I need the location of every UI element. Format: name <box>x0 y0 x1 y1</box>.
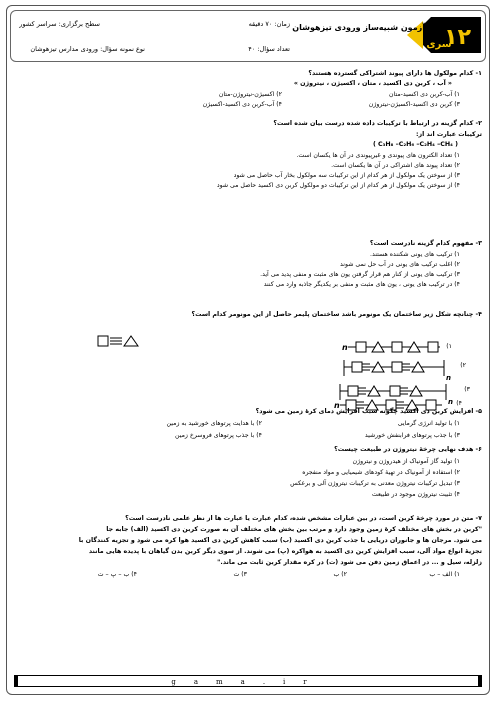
q7-stem: ۷- متن در مورد چرخۀ کربن است، در بین عبارات مشخص شده، کدام عبارت یا عبارت ها از نظر علمی نادرست است؟ <box>125 515 482 522</box>
exam-header <box>10 10 486 62</box>
svg-text:n: n <box>448 398 453 406</box>
series-label: سری <box>426 39 452 50</box>
q1-stem: ۱- کدام مولکول ها دارای پیوند اشتراکی گسترده هستند؟ <box>308 70 482 77</box>
q6-option-3[interactable]: ۳) تبدیل ترکیبات نیتروژن معدنی به ترکیبات نیتروژن آلی و برعکس <box>290 480 460 487</box>
q3-stem: ۳- مفهوم کدام گزینه نادرست است؟ <box>369 240 482 247</box>
time-label: زمان: ۷۰ دقیقه <box>248 20 290 28</box>
q5-stem: ۵- افزایش کربن دی اکسید چگونه سبب افزایش دمای کرۀ زمین می شود؟ <box>255 408 482 415</box>
q7-option-1[interactable]: ۱) الف – ب <box>429 571 460 578</box>
q1-option-3[interactable]: ۳) کربن دی اکسید-اکسیژن-نیتروژن <box>368 101 460 108</box>
q2-option-2[interactable]: ۲) تعداد پیوند های اشتراکی در آن ها یکسان است. <box>331 162 460 169</box>
q3-option-3[interactable]: ۳) ترکیب های یونی از کنار هم قرار گرفتن یون های مثبت و منفی پدید می آید. <box>260 271 460 278</box>
q2-option-4[interactable]: ۴) از سوختن یک مولکول از هر کدام از این ترکیبات دو مولکول کربن دی اکسید حاصل می شود <box>216 182 460 189</box>
type-label: نوع نمونه سؤال: ورودی مدارس تیزهوشان <box>30 45 145 53</box>
exam-title: آزمون شبیه‌ساز ورودی تیزهوشان <box>292 23 425 32</box>
footer-bar <box>14 675 482 687</box>
q4-polymer-2[interactable] <box>340 358 456 382</box>
svg-text:n: n <box>342 343 348 352</box>
footer-site[interactable]: gama.ir <box>171 678 325 686</box>
q3-option-4[interactable]: ۴) در ترکیب های یونی ، یون های مثبت و منفی بر یکدیگر جاذبه وارد می کنند <box>263 281 460 288</box>
q4-option-3[interactable]: ۳) <box>464 386 470 393</box>
q7-option-3[interactable]: ۳) ت <box>233 571 247 578</box>
q6-stem: ۶- هدف نهایی چرخۀ نیتروژن در طبیعت چیست؟ <box>334 446 482 453</box>
svg-text:n: n <box>334 401 340 410</box>
q3-option-1[interactable]: ۱) ترکیب های یونی شکننده هستند. <box>370 251 460 258</box>
q7-option-4[interactable]: ۴) ب – پ – ت <box>97 571 137 578</box>
q7-passage-line-3: تجزیۀ انواع مواد آلی، سبب افزایش کربن دی اکسید به هواکره (پ) می شوند. از سوی دیگر کربن بدن گیاهان با پدیده هایی مانند <box>88 548 482 555</box>
q5-option-1[interactable]: ۱) با تولید انرژی گرمایی <box>397 420 460 427</box>
series-number: ۱۲ <box>444 25 471 50</box>
q4-polymer-1[interactable] <box>336 338 446 356</box>
level-label: سطح برگزاری: سراسر کشور <box>19 20 100 28</box>
q2-formula: ( C₃H₈ –C₂H₆ –C₂H₄ –CH₄ ) <box>372 141 458 148</box>
q5-option-2[interactable]: ۲) با هدایت پرتوهای خورشید به زمین <box>166 420 262 427</box>
q4-option-2[interactable]: ۲) <box>460 362 466 369</box>
q2-option-3[interactable]: ۳) از سوختن یک مولکول از هر کدام از این ترکیبات سه مولکول بخار آب حاصل می شود <box>233 172 460 179</box>
q4-option-4[interactable]: ۴) <box>456 400 462 407</box>
series-badge <box>401 15 481 55</box>
q7-passage-line-1: "کربن در بخش های مختلف کرۀ زمین وجود دارد و مرتب بین بخش های مختلف آن به صورت کربن دی اکسید (الف) جابه جا <box>106 526 482 533</box>
q4-stem: ۴- چنانچه شکل زیر ساختمان یک مونومر باشد ساختمان پلیمر حاصل از این مونومر کدام است؟ <box>191 311 482 318</box>
q1-option-4[interactable]: ۴) آب-کربن دی اکسید-اکسیژن <box>202 101 282 108</box>
q2-formula-label: ترکیبات عبارت اند از: <box>415 131 482 138</box>
q6-option-2[interactable]: ۲) استفاده از آمونیاک در تهیۀ کودهای شیمیایی و مواد منفجره <box>302 469 460 476</box>
svg-text:n: n <box>446 374 451 382</box>
q4-option-1[interactable]: ۱) <box>446 343 452 350</box>
q7-option-2[interactable]: ۲) ب <box>333 571 347 578</box>
q5-option-3[interactable]: ۳) با جذب پرتوهای فرابنفش خورشید <box>364 432 460 439</box>
q1-list: « آب ، کربن دی اکسید ، متان ، اکسیژن ، نیتروژن » <box>293 80 452 87</box>
monomer-structure <box>96 333 152 349</box>
q1-option-1[interactable]: ۱) آب-کربن دی اکسید-متان <box>389 91 460 98</box>
q2-stem: ۲- کدام گزینه در ارتباط با ترکیبات داده شده درست بیان شده است؟ <box>273 120 482 127</box>
q1-option-2[interactable]: ۲) اکسیژن-نیتروژن-متان <box>218 91 282 98</box>
q7-passage-line-4: زلزله، سیل و ... در اعماق زمین دفن می شود (ت) در کره مقدار کربن ثابت می ماند." <box>217 559 482 566</box>
q5-option-4[interactable]: ۴) با جذب پرتوهای فروسرخ زمین <box>175 432 262 439</box>
q7-passage-line-2: می شود. مرجان ها و جانوران دریایی با جذب کربن دی اکسید (ب) سبب کاهش کربن دی اکسید هوا کره می شود و تجزیه کنندگان با <box>78 537 482 544</box>
q6-option-4[interactable]: ۴) تثبیت نیتروژن موجود در طبیعت <box>371 491 460 498</box>
q3-option-2[interactable]: ۲) اغلب ترکیب های یونی در آب حل نمی شوند <box>340 261 460 268</box>
q2-option-1[interactable]: ۱) تعداد الکترون های پیوندی و غیرپیوندی در آن ها یکسان است. <box>296 152 460 159</box>
q6-option-1[interactable]: ۱) تولید گاز آمونیاک از هیدروژن و نیتروژن <box>352 458 460 465</box>
count-label: تعداد سؤال: ۴۰ <box>248 45 290 53</box>
